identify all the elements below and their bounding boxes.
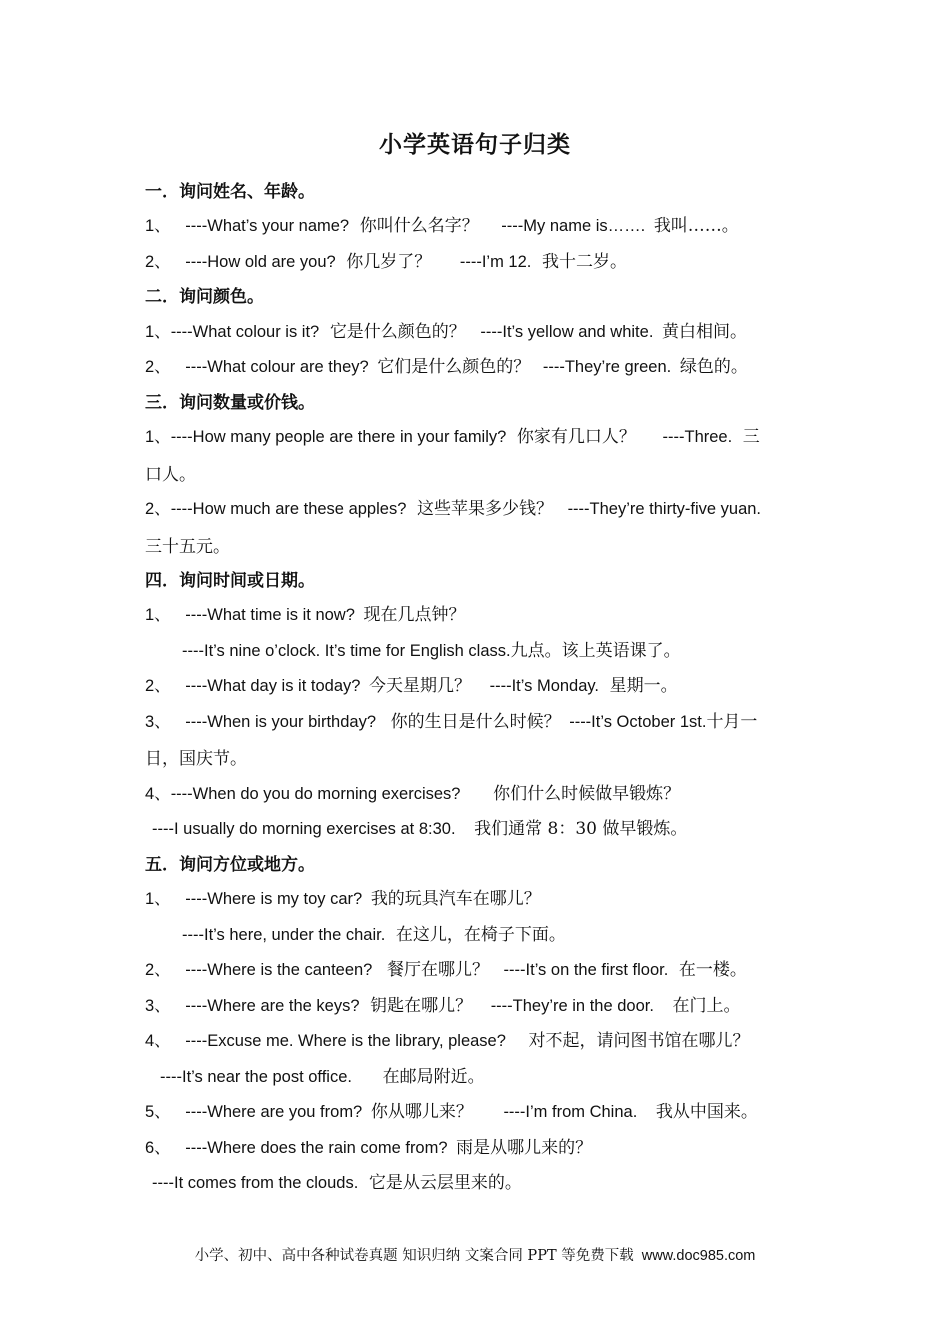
sentence-line [145,783,815,805]
answer-en: ----It comes from the clouds. [152,1174,359,1192]
item-number: 6、 [145,1139,171,1157]
section-heading-time-date: 四．询问时间或日期。 [145,571,315,591]
question-cn: 它们是什么颜色的？ [377,357,531,377]
answer-cn-part1: 十月一 [706,712,758,732]
sentence-line [145,1137,815,1159]
item-number: 2、 [145,677,171,695]
sentence-line [145,251,815,273]
question-en: ----What day is it today? [185,677,361,695]
sentence-line [145,888,815,910]
answer-en: ----It’s here, under the chair. [182,926,386,944]
question-cn: 这些苹果多少钱？ [416,499,553,519]
answer-en: ----It’s near the post office. [160,1068,352,1086]
question-en: ----Where are the keys? [185,997,360,1015]
question-en: ----Where does the rain come from? [185,1139,448,1157]
question-cn: 它是什么颜色的？ [329,322,466,342]
question-cn: 钥匙在哪儿？ [370,996,473,1016]
question-en: ----How many people are there in your family? [170,428,507,446]
answer-cn: 在门上。 [672,996,741,1016]
question-en: ----Where is my toy car? [185,890,363,908]
section-heading-quantity-price: 三．询问数量或价钱。 [145,393,315,413]
item-number: 2、 [145,500,171,518]
item-number: 1、 [145,323,171,341]
item-number: 1、 [145,428,171,446]
answer-cn: 我们通常 8：30 做早锻炼。 [474,819,688,839]
question-en: ----How old are you? [185,253,336,271]
question-en: ----When do you do morning exercises? [170,785,461,803]
sentence-line [152,1172,822,1194]
section-heading-location: 五．询问方位或地方。 [145,855,315,875]
answer-en: ----They’re thirty-five yuan. [567,500,762,518]
answer-en: ----It’s yellow and white. [480,323,654,341]
answer-cn: 它是从云层里来的。 [368,1173,522,1193]
sentence-line [145,1101,815,1123]
question-cn: 现在几点钟？ [363,605,466,625]
question-cn: 雨是从哪儿来的？ [456,1138,593,1158]
question-en: ----What’s your name? [185,217,350,235]
sentence-line [145,426,815,448]
item-number: 5、 [145,1103,171,1121]
item-number: 4、 [145,1032,171,1050]
sentence-line [145,356,815,378]
sentence-line [182,640,852,662]
sentence-line [145,995,815,1017]
item-number: 1、 [145,217,171,235]
answer-cn: 九点。该上英语课了。 [510,641,681,661]
item-number: 3、 [145,997,171,1015]
question-cn: 今天星期几？ [369,676,472,696]
question-en: ----When is your birthday? [185,713,377,731]
item-number: 2、 [145,358,171,376]
sentence-line [182,924,852,946]
sentence-continuation: 口人。 [145,465,196,485]
answer-en: ----It’s on the first floor. [503,961,669,979]
item-number: 1、 [145,606,171,624]
answer-cn: 在邮局附近。 [382,1067,485,1087]
sentence-line [145,675,815,697]
sentence-line [145,498,815,520]
answer-en: ----It’s Monday. [489,677,600,695]
question-en: ----What colour is it? [170,323,320,341]
answer-cn: 绿色的。 [679,357,748,377]
question-cn: 对不起，请问图书馆在哪儿？ [528,1031,750,1051]
question-cn: 你的生日是什么时候？ [390,712,561,732]
answer-cn: 黄白相间。 [662,322,748,342]
question-cn: 你几岁了？ [346,252,432,272]
answer-cn: 星期一。 [609,676,678,696]
section-heading-name-age: 一．询问姓名、年龄。 [145,182,315,202]
item-number: 4、 [145,785,171,803]
question-cn: 你叫什么名字？ [359,216,479,236]
answer-en: ----I’m 12. [459,253,532,271]
sentence-continuation: 日，国庆节。 [145,749,247,769]
sentence-line [145,1030,815,1052]
page-title: 小学英语句子归类 [379,131,571,158]
question-cn: 你们什么时候做早锻炼？ [493,784,681,804]
footer-text: 小学、初中、高中各种试卷真题 知识归纳 文案合同 PPT 等免费下载 [194,1248,634,1264]
question-cn: 我的玩具汽车在哪儿？ [370,889,541,909]
sentence-line [152,818,822,840]
answer-cn: 我十二岁。 [541,252,627,272]
answer-en: ----They’re green. [542,358,672,376]
item-number: 1、 [145,890,171,908]
sentence-line [145,959,815,981]
sentence-line [160,1066,830,1088]
sentence-line [145,604,815,626]
answer-en: ----It’s nine o’clock. It’s time for English class. [182,642,511,660]
answer-cn: 在这儿，在椅子下面。 [395,925,566,945]
answer-cn: 我从中国来。 [655,1102,758,1122]
answer-en: ----My name is……. [501,217,646,235]
sentence-continuation: 三十五元。 [145,537,230,557]
question-en: ----What time is it now? [185,606,355,624]
page-footer [0,1244,950,1265]
question-cn: 餐厅在哪儿？ [386,960,489,980]
answer-en: ----I’m from China. [503,1103,638,1121]
item-number: 2、 [145,961,171,979]
answer-en: ----I usually do morning exercises at 8:30. [152,820,456,838]
item-number: 3、 [145,713,171,731]
answer-cn: 在一楼。 [678,960,747,980]
item-number: 2、 [145,253,171,271]
question-en: ----Where is the canteen? [185,961,373,979]
question-en: ----How much are these apples? [170,500,407,518]
answer-en: ----It’s October 1st. [569,713,707,731]
question-en: ----Excuse me. Where is the library, please? [185,1032,506,1050]
sentence-line [145,215,815,237]
sentence-line [145,711,815,733]
question-en: ----Where are you from? [185,1103,363,1121]
question-cn: 你从哪儿来？ [370,1102,473,1122]
question-en: ----What colour are they? [185,358,369,376]
answer-en: ----Three. [662,428,733,446]
question-cn: 你家有几口人？ [516,427,636,447]
sentence-line [145,321,815,343]
footer-url: www.doc985.com [641,1248,756,1264]
answer-cn-part1: 三 [742,427,760,447]
answer-cn: 我叫……。 [653,216,739,236]
answer-en: ----They’re in the door. [490,997,654,1015]
section-heading-colour: 二．询问颜色。 [145,287,264,307]
